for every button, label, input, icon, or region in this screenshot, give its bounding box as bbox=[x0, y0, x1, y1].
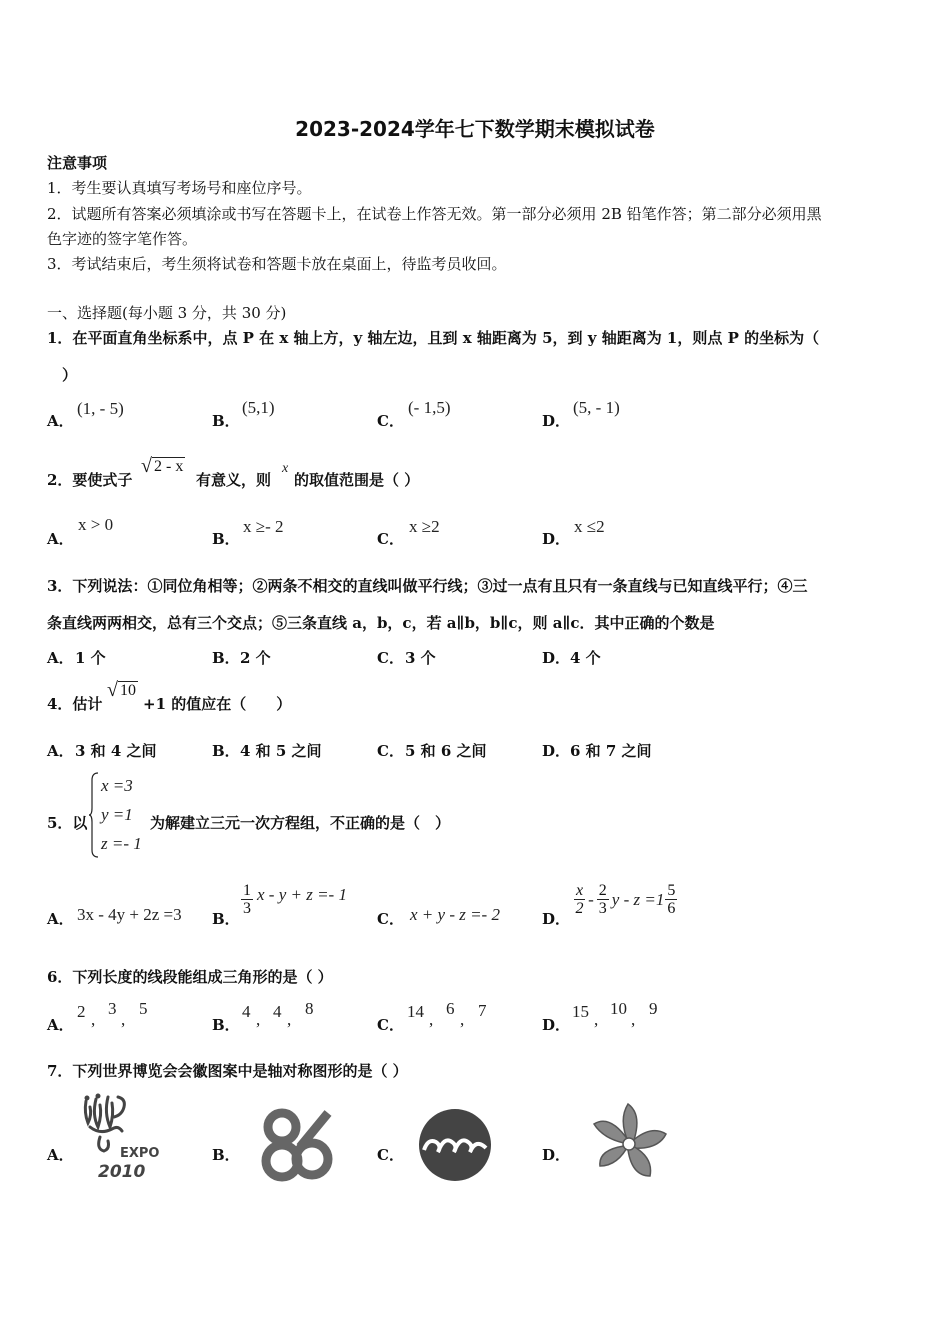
q6-d-2: 10 bbox=[610, 999, 627, 1018]
q6-label-a: A． bbox=[47, 1016, 74, 1034]
q2-label-d: D． bbox=[542, 530, 571, 548]
q3-option-a: 1 个 bbox=[75, 649, 106, 667]
flower-logo-icon bbox=[588, 1100, 670, 1188]
q2-label-c: C． bbox=[377, 530, 404, 548]
q7-label-d: D． bbox=[542, 1146, 571, 1164]
q5-option-d bbox=[573, 882, 678, 917]
q6-c-2: 6 bbox=[446, 999, 455, 1018]
q6-a-2: 3 bbox=[108, 999, 117, 1018]
q2-option-d: x ≤2 bbox=[574, 517, 605, 536]
q5-system-2: y =1 bbox=[101, 805, 133, 824]
q4-label-b: B． bbox=[212, 742, 240, 760]
q6-c-sep-1: , bbox=[429, 1010, 434, 1029]
q3-label-d: D． bbox=[542, 649, 571, 667]
q4-label-c: C． bbox=[377, 742, 404, 760]
q7-label-a: A． bbox=[47, 1146, 74, 1164]
q1-option-a: (1, - 5) bbox=[77, 399, 124, 418]
q6-label-d: D． bbox=[542, 1016, 571, 1034]
q2-sqrt bbox=[141, 456, 185, 476]
q3-line-2: 条直线两两相交，总有三个交点；⑤三条直线 a，b，c，若 a∥b，b∥c，则 a∥c．其中正确的个数是 bbox=[47, 614, 715, 632]
q6-a-sep-1: , bbox=[91, 1010, 96, 1029]
q2-label-a: A． bbox=[47, 530, 74, 548]
q5-stem-post: 为解建立三元一次方程组，不正确的是（ ） bbox=[150, 814, 451, 832]
q7-stem: 7．下列世界博览会会徽图案中是轴对称图形的是（ ） bbox=[47, 1062, 408, 1080]
denominator: 3 bbox=[598, 900, 607, 917]
q6-b-sep-2: , bbox=[287, 1010, 292, 1029]
q6-a-sep-2: , bbox=[121, 1010, 126, 1029]
q4-stem-post: +1 的值应在（ ） bbox=[143, 695, 292, 713]
logo-a-text-1: EXPO bbox=[120, 1146, 160, 1161]
q5-option-a: 3x - 4y + 2z =3 bbox=[77, 905, 182, 924]
expo-2010-logo-icon bbox=[78, 1093, 170, 1183]
notice-heading: 注意事项 bbox=[47, 154, 108, 172]
q4-radicand: 10 bbox=[119, 682, 136, 699]
q3-label-a: A． bbox=[47, 649, 74, 667]
q4-sqrt bbox=[107, 680, 138, 700]
sqrt-icon: √ bbox=[107, 679, 118, 701]
q6-a-3: 5 bbox=[139, 999, 148, 1018]
q1-label-d: D． bbox=[542, 412, 571, 430]
q5-label-c: C． bbox=[377, 910, 404, 928]
fraction bbox=[574, 882, 585, 917]
q6-d-sep-2: , bbox=[631, 1010, 636, 1029]
q6-label-c: C． bbox=[377, 1016, 404, 1034]
q2-variable: x bbox=[282, 461, 289, 476]
q6-d-sep-1: , bbox=[594, 1010, 599, 1029]
q4-label-d: D． bbox=[542, 742, 571, 760]
q4-option-d: 6 和 7 之间 bbox=[570, 742, 652, 760]
q5-system-3: z =- 1 bbox=[101, 834, 142, 853]
q6-label-b: B． bbox=[212, 1016, 240, 1034]
numerator: 2 bbox=[598, 882, 607, 899]
q5-label-b: B． bbox=[212, 910, 240, 928]
q1-label-a: A． bbox=[47, 412, 74, 430]
q2-radicand: 2 - x bbox=[153, 458, 184, 475]
q7-label-c: C． bbox=[377, 1146, 404, 1164]
q6-b-3: 8 bbox=[305, 999, 314, 1018]
denominator: 3 bbox=[243, 900, 251, 917]
q1-label-b: B． bbox=[212, 412, 240, 430]
notice-item-1: 1．考生要认真填写考场号和座位序号。 bbox=[47, 179, 312, 197]
q1-option-d: (5, - 1) bbox=[573, 398, 620, 417]
q5-option-d-expr: y - z =1 bbox=[611, 889, 665, 909]
expo-86-logo-icon bbox=[260, 1105, 336, 1185]
q6-b-sep-1: , bbox=[256, 1010, 261, 1029]
q6-c-3: 7 bbox=[478, 1001, 487, 1020]
q4-stem-pre: 4．估计 bbox=[47, 695, 103, 713]
sqrt-icon: √ bbox=[141, 455, 152, 477]
q5-option-b bbox=[240, 882, 347, 917]
q3-label-c: C． bbox=[377, 649, 404, 667]
denominator: 6 bbox=[667, 900, 676, 917]
numerator: 1 bbox=[243, 882, 251, 899]
q2-stem-post: 的取值范围是（ ） bbox=[294, 471, 420, 489]
q1-option-b: (5,1) bbox=[242, 398, 275, 417]
q7-label-b: B． bbox=[212, 1146, 240, 1164]
q4-option-a: 3 和 4 之间 bbox=[75, 742, 157, 760]
q1-label-c: C． bbox=[377, 412, 404, 430]
q5-stem-pre: 5．以 bbox=[47, 814, 88, 832]
q3-line-1: 3．下列说法：①同位角相等；②两条不相交的直线叫做平行线；③过一点有且只有一条直线与已知直线平行；④三 bbox=[47, 577, 808, 595]
numerator: x bbox=[576, 882, 584, 899]
q6-b-1: 4 bbox=[242, 1002, 251, 1021]
q4-label-a: A． bbox=[47, 742, 74, 760]
q1-stem-close: ） bbox=[62, 366, 78, 384]
q6-b-2: 4 bbox=[273, 1002, 282, 1021]
q6-a-1: 2 bbox=[77, 1002, 86, 1021]
numerator: 5 bbox=[667, 882, 676, 899]
q3-label-b: B． bbox=[212, 649, 240, 667]
q1-option-c: (- 1,5) bbox=[408, 398, 451, 417]
q1-stem: 1．在平面直角坐标系中，点 P 在 x 轴上方，y 轴左边，且到 x 轴距离为 5，到 y 轴距离为 1，则点 P 的坐标为（ bbox=[47, 329, 820, 347]
q6-stem: 6．下列长度的线段能组成三角形的是（ ） bbox=[47, 968, 333, 986]
q2-option-b: x ≥- 2 bbox=[243, 517, 284, 536]
fraction bbox=[597, 882, 609, 917]
q4-option-b: 4 和 5 之间 bbox=[240, 742, 322, 760]
q2-option-a: x > 0 bbox=[78, 515, 114, 534]
section-heading: 一、选择题(每小题 3 分，共 30 分) bbox=[47, 304, 287, 322]
notice-item-2-cont: 色字迹的签字笔作答。 bbox=[47, 230, 198, 248]
q2-label-b: B． bbox=[212, 530, 240, 548]
q5-label-d: D． bbox=[542, 910, 571, 928]
q6-c-1: 14 bbox=[407, 1002, 424, 1021]
page-title: 2023-2024学年七下数学期末模拟试卷 bbox=[295, 117, 655, 141]
wave-circle-logo-icon bbox=[418, 1108, 492, 1182]
q5-system-1: x =3 bbox=[101, 776, 133, 795]
q6-d-1: 15 bbox=[572, 1002, 589, 1021]
q3-option-b: 2 个 bbox=[240, 649, 271, 667]
q5-option-c: x + y - z =- 2 bbox=[410, 905, 500, 924]
fraction bbox=[665, 882, 677, 917]
fraction bbox=[241, 882, 253, 917]
denominator: 2 bbox=[575, 900, 584, 917]
minus-sign: - bbox=[588, 889, 594, 909]
q6-d-3: 9 bbox=[649, 999, 658, 1018]
q2-stem-pre: 2．要使式子 bbox=[47, 471, 133, 489]
q2-option-c: x ≥2 bbox=[409, 517, 440, 536]
logo-a-text-2: 2010 bbox=[98, 1162, 146, 1182]
q4-option-c: 5 和 6 之间 bbox=[405, 742, 487, 760]
left-brace-icon bbox=[88, 772, 100, 858]
q3-option-d: 4 个 bbox=[570, 649, 601, 667]
q3-option-c: 3 个 bbox=[405, 649, 436, 667]
notice-item-3: 3．考试结束后，考生须将试卷和答题卡放在桌面上，待监考员收回。 bbox=[47, 255, 507, 273]
q5-option-b-expr: x - y + z =- 1 bbox=[257, 884, 347, 904]
q6-c-sep-2: , bbox=[460, 1010, 465, 1029]
notice-item-2: 2．试题所有答案必须填涂或书写在答题卡上，在试卷上作答无效。第一部分必须用 2B 铅笔作答；第二部分必须用黑 bbox=[47, 205, 822, 223]
q2-stem-mid: 有意义，则 bbox=[196, 471, 272, 489]
q5-label-a: A． bbox=[47, 910, 74, 928]
